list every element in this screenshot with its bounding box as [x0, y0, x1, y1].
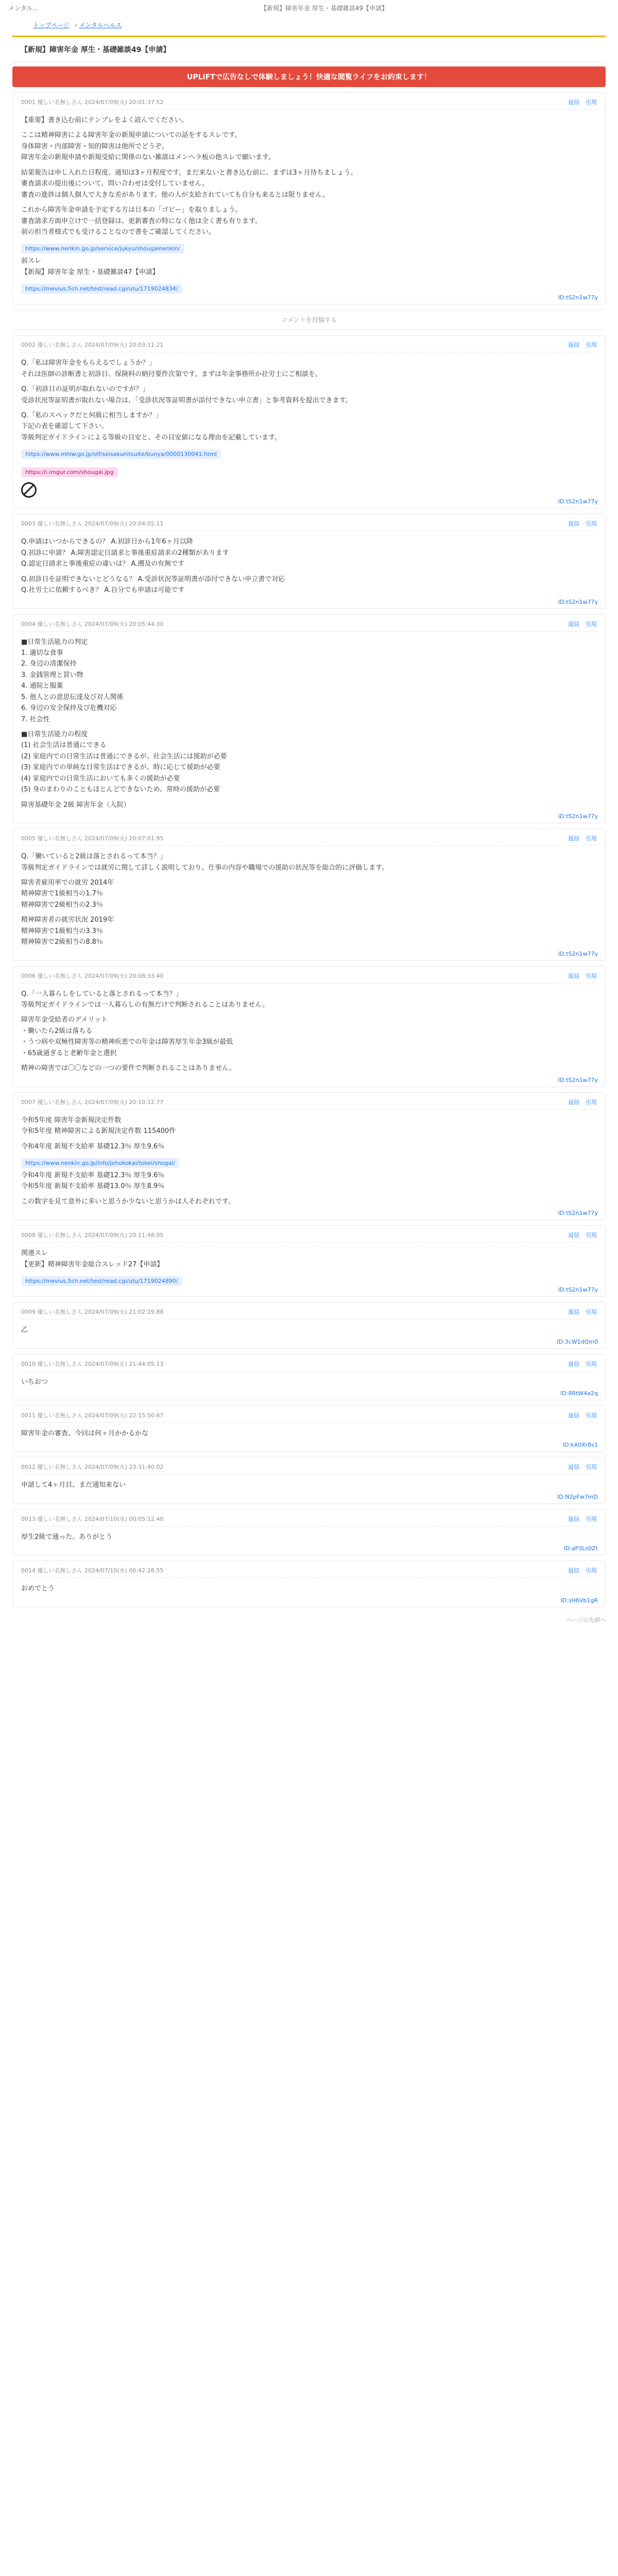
post-text: Q.初診日を証明できないとどうなる？ A.受診状況等証明書が添付できない申立書で対応 Q.社労士に依頼するべき？ A.自分でも申請は可能です	[21, 575, 285, 595]
post-comment-button[interactable]: コメントを投稿する	[12, 310, 606, 330]
post-text: 前スレ 【新規】障害年金 厚生・基礎雑談47【申請】	[21, 257, 159, 276]
post-link[interactable]: https://mevius.5ch.net/test/read.cgi/utu/1719024834/	[21, 284, 182, 294]
post-text: 乙	[21, 1326, 28, 1334]
post-id[interactable]: ID:sH6Vb1gR	[560, 1597, 598, 1604]
post-link[interactable]: https://www.nenkin.go.jp/service/jukyu/shougainenkin/	[21, 244, 184, 253]
post-meta: 0001 優しい名無しさん 2024/07/09(火) 20:01:37.52	[21, 99, 164, 106]
prohibited-icon	[21, 482, 37, 498]
quote-button[interactable]: 引用	[586, 1464, 597, 1471]
quote-button[interactable]: 引用	[586, 1098, 597, 1106]
post-header	[21, 519, 597, 531]
quote-button[interactable]: 引用	[586, 342, 597, 349]
post-header	[21, 1360, 597, 1371]
post-actions	[568, 519, 597, 528]
post-body	[21, 989, 597, 1074]
post	[12, 1354, 606, 1400]
post-text: 精神障害者の就労状況 2019年 精神障害で1級相当の3.3％ 精神障害で2級相当の8.8％	[21, 916, 114, 946]
breadcrumb-sep: ›	[74, 22, 77, 29]
breadcrumb-category[interactable]: メンタルヘルス	[79, 22, 122, 29]
post-actions	[568, 1515, 597, 1523]
quote-button[interactable]: 引用	[586, 620, 597, 628]
reply-button[interactable]: 返信	[568, 1515, 579, 1522]
post-body	[21, 1583, 597, 1594]
post-id[interactable]: ID:tS2n1w77y	[558, 1286, 598, 1294]
post-text: ■日常生活能力の程度 (1) 社会生活は普通にできる (2) 家庭内での日常生活は普通にできるが、社会生活には援助が必要 (3) 家庭内での単純な日常生活はできるが、時に応じて援助が必要 (4) 家庭内での日常生活においても多くの援助が必要 (5) 身のまわりのこともほとんどできないため、常時の援助が必要	[21, 731, 227, 794]
reply-button[interactable]: 返信	[568, 1232, 579, 1239]
post-body	[21, 536, 597, 596]
post	[12, 1405, 606, 1452]
post-text: 精神の障害では〇〇などの一つの要件で判断されることはありません。	[21, 1064, 236, 1073]
post-actions	[568, 834, 597, 842]
reply-button[interactable]: 返信	[568, 1309, 579, 1316]
post	[12, 966, 606, 1087]
post-text: 令和5年度 障害年金新規決定件数 令和5年度 精神障害による新規決定件数 115400件	[21, 1116, 176, 1136]
post-actions	[568, 341, 597, 349]
post-body	[21, 115, 597, 296]
reply-button[interactable]: 返信	[568, 99, 579, 106]
post-body	[21, 851, 597, 948]
breadcrumb-top[interactable]: トップページ	[33, 22, 70, 29]
breadcrumb	[0, 15, 618, 32]
post-actions	[568, 1463, 597, 1471]
post-text: Q.「一人暮らしをしていると落とされるって本当？」 等級判定ガイドラインでは一人暮らしの有無だけで判断されることはありません。	[21, 990, 269, 1009]
post-id[interactable]: ID:tS2n1w77y	[558, 813, 598, 820]
post-text: 結果報告は申し入れた日程度、通知は3ヶ月程度です。まだ来ないと書き込む前に、まずは3ヶ月待ちましょう。 審査請求の提出後について、問い合わせは受付していません。 審査の進捗は個人個人で大きな差があります。他の人が支給されていても自分も来るとは限りません。	[21, 168, 357, 199]
post	[12, 1302, 606, 1348]
post-header	[21, 972, 597, 984]
post-text: いちおつ	[21, 1378, 48, 1386]
post-id[interactable]: ID:N2pFw7mD	[557, 1493, 598, 1500]
post-id[interactable]: ID:8RtW4a2q	[560, 1390, 598, 1397]
post-id[interactable]: ID:kA0Xr8s1	[562, 1442, 598, 1449]
post	[12, 1092, 606, 1221]
post	[12, 1561, 606, 1607]
post-meta: 0014 優しい名無しさん 2024/07/10(水) 00:42:28.55	[21, 1567, 164, 1574]
post-text: 障害年金受給者のデメリット ・働いたら2級は落ちる ・うつ病や双極性障害等の精神疾患での年金は障害厚生年金3級が最低 ・65歳過ぎると老齢年金と選択	[21, 1016, 233, 1057]
quote-button[interactable]: 引用	[586, 972, 597, 979]
reply-button[interactable]: 返信	[568, 1360, 579, 1367]
post-meta: 0008 優しい名無しさん 2024/07/09(火) 20:11:48.05	[21, 1232, 164, 1239]
post-text: おめでとう	[21, 1585, 55, 1593]
post-text: 関連スレ 【更新】精神障害年金総合スレッド27【申請】	[21, 1249, 164, 1268]
post	[12, 614, 606, 824]
post-meta: 0009 優しい名無しさん 2024/07/09(火) 21:02:19.88	[21, 1309, 164, 1316]
post-id[interactable]: ID:aP3Ls0Zt	[563, 1545, 598, 1552]
top-bar-left: メンタル...	[8, 4, 39, 12]
post-body	[21, 358, 597, 500]
post-actions	[568, 1231, 597, 1239]
reply-button[interactable]: 返信	[568, 1412, 579, 1419]
post-text: ■日常生活能力の判定 1. 適切な食事 2. 身辺の清潔保持 3. 金銭管理と買い物 4. 通院と服薬 5. 他人との意思伝達及び対人関係 6. 身辺の安全保持及び危機対応 7. 社会性	[21, 638, 124, 723]
quote-button[interactable]: 引用	[586, 520, 597, 528]
quote-button[interactable]: 引用	[586, 1412, 597, 1419]
reply-button[interactable]: 返信	[568, 620, 579, 628]
post-id[interactable]: ID:tS2n1w77y	[558, 1076, 598, 1083]
post-actions	[568, 1098, 597, 1106]
post-meta: 0007 優しい名無しさん 2024/07/09(火) 20:10:12.77	[21, 1098, 164, 1106]
post-body	[21, 1480, 597, 1490]
post-meta: 0012 優しい名無しさん 2024/07/09(火) 23:31:40.02	[21, 1464, 164, 1471]
post-text: Q.「私は障害年金をもらえるでしょうか？」 それは医師の診断書と初診日、保険料の納付要件次第です。まずは年金事務所か社労士にご相談を。	[21, 359, 322, 378]
reply-button[interactable]: 返信	[568, 520, 579, 528]
post	[12, 335, 606, 509]
post	[12, 1225, 606, 1297]
post-header	[21, 98, 597, 110]
post-actions	[568, 620, 597, 628]
post-id[interactable]: ID:tS2n1w77y	[558, 598, 598, 605]
post-header	[21, 620, 597, 632]
post-meta: 0004 優しい名無しさん 2024/07/09(火) 20:05:44.30	[21, 620, 164, 628]
post-text: Q.「働いていると2級は落とされるって本当？」 等級判定ガイドラインでは就労に関して詳しく説明しており、仕事の内容や職場での援助の状況等を総合的に評価します。	[21, 853, 389, 872]
post-text: ここは精神障害による障害年金の新規申請についての話をするスレです。 身体障害・内部障害・知的障害は他所でどうぞ。 障害年金の新規申請や新規受給に関係のない雑談はメンヘラ板の他スレで願います。	[21, 131, 275, 162]
post-text: 厚生2級で通った。ありがとう	[21, 1533, 113, 1541]
thread-title: 【新規】障害年金 厚生・基礎雑談49【申請】	[12, 36, 606, 62]
reply-button[interactable]: 返信	[568, 1098, 579, 1106]
post-meta: 0006 優しい名無しさん 2024/07/09(火) 20:08:33.40	[21, 972, 164, 979]
post-header	[21, 1515, 597, 1527]
post-text: 令和4年度 新規不支給率 基礎12.3％ 厚生9.6％	[21, 1142, 165, 1150]
reply-button[interactable]: 返信	[568, 835, 579, 842]
reply-button[interactable]: 返信	[568, 1567, 579, 1574]
reply-button[interactable]: 返信	[568, 342, 579, 349]
post-body	[21, 1377, 597, 1387]
reply-button[interactable]: 返信	[568, 1464, 579, 1471]
post-text: Q.申請はいつからできるの？ A.初診日から1年6ヶ月以降 Q.初診に申請？ A.障害認定日請求と事後重症請求の2種類があります Q.認定日請求と事後重症の違いは？ A.遡及の有無です	[21, 538, 229, 568]
post-text: 申請して4ヶ月目、まだ通知来ない	[21, 1481, 126, 1489]
post	[12, 1509, 606, 1555]
quote-button[interactable]: 引用	[586, 1360, 597, 1367]
post-text: 障害年金の審査、今回は何ヶ月かかるかな	[21, 1430, 149, 1437]
post-header	[21, 1231, 597, 1243]
quote-button[interactable]: 引用	[586, 1309, 597, 1316]
post-text: 障害基礎年金 2級 障害年金（入院）	[21, 801, 130, 809]
post-actions	[568, 1566, 597, 1574]
post-meta: 0003 優しい名無しさん 2024/07/09(火) 20:04:02.11	[21, 520, 164, 528]
quote-button[interactable]: 引用	[586, 99, 597, 106]
post-text: 障害者雇用率での就労 2014年 精神障害で1級相当の1.7％ 精神障害で2級相当の2.3％	[21, 878, 114, 909]
post-text: これから障害年金申請を予定する方は日本の「ゴビー」を取りましょう。 審査請求方面申立けで一括登録は、更新審査の特になく他は全く書も有ります。 前の担当者様式でも受けることなので書をご確認してください。	[21, 206, 262, 236]
quote-button[interactable]: 引用	[586, 1515, 597, 1522]
post-actions	[568, 972, 597, 980]
post-actions	[568, 1308, 597, 1316]
top-bar	[0, 0, 618, 15]
post-meta: 0010 優しい名無しさん 2024/07/09(火) 21:44:05.13	[21, 1360, 164, 1367]
post-text: この数字を見て意外に多いと思うか少ないと思うかは人それぞれです。	[21, 1197, 235, 1206]
post-link[interactable]: https://www.mhlw.go.jp/stf/seisakunitsuite/bunya/0000130041.html	[21, 449, 221, 459]
post-body	[21, 1248, 597, 1288]
post-text: Q.「初診日の証明が取れないのですが？」 受診状況等証明書が取れない場合は、「受診状況等証明書が添付できない申立書」と参考資料を提出できます。	[21, 385, 352, 404]
top-bar-center: 【新規】障害年金 厚生・基礎雑談49【申請】	[260, 4, 388, 12]
post	[12, 1457, 606, 1503]
post-body	[21, 1325, 597, 1335]
post-header	[21, 1411, 597, 1423]
post-meta: 0011 優しい名無しさん 2024/07/09(火) 22:15:50.67	[21, 1412, 164, 1419]
quote-button[interactable]: 引用	[586, 1567, 597, 1574]
post-header	[21, 341, 597, 352]
post-id[interactable]: ID:3cW1dQm0	[557, 1338, 598, 1345]
post-id[interactable]: ID:tS2n1w77y	[558, 1210, 598, 1217]
promo-banner[interactable]: UPLIFTで広告なしで体験しましょう！快適な閲覧ライフをお約束します！	[12, 66, 606, 87]
footer-tools	[12, 1613, 606, 1627]
post-id[interactable]: ID:tS2n1w77y	[558, 294, 598, 301]
post-body	[21, 1532, 597, 1543]
post-actions	[568, 1411, 597, 1419]
quote-button[interactable]: 引用	[586, 835, 597, 842]
post-id[interactable]: ID:tS2n1w77y	[558, 498, 598, 505]
post-link[interactable]: https://mevius.5ch.net/test/read.cgi/utu/1719024890/	[21, 1276, 182, 1286]
post-body	[21, 1428, 597, 1439]
post-header	[21, 1566, 597, 1578]
post-link[interactable]: https://i.imgur.com/shougai.jpg	[21, 467, 118, 477]
post	[12, 828, 606, 961]
post-meta: 0005 優しい名無しさん 2024/07/09(火) 20:07:01.95	[21, 835, 164, 842]
post-text: Q.「私のスペックだと何級に相当しますか？」 下記の表を確認して下さい。 等級判定ガイドラインによる等級の目安と、その目安値になる理由を記載しています。	[21, 412, 282, 442]
post-text: 令和4年度 新規不支給率 基礎12.3％ 厚生9.6％ 令和5年度 新規不支給率 基礎13.0％ 厚生8.9％	[21, 1171, 165, 1191]
post-id[interactable]: ID:tS2n1w77y	[558, 950, 598, 957]
post-meta: 0002 優しい名無しさん 2024/07/09(火) 20:03:11.21	[21, 342, 164, 349]
post-link[interactable]: https://www.nenkin.go.jp/info/johokokai/tokei/shogai/	[21, 1158, 179, 1168]
post	[12, 514, 606, 608]
post-header	[21, 834, 597, 846]
post-header	[21, 1463, 597, 1475]
footer-right[interactable]: ページの先頭へ	[566, 1616, 606, 1623]
quote-button[interactable]: 引用	[586, 1232, 597, 1239]
post-meta: 0013 優しい名無しさん 2024/07/10(水) 00:05:12.40	[21, 1515, 164, 1522]
post-header	[21, 1098, 597, 1110]
post-body	[21, 637, 597, 811]
post-text: 【重要】書き込む前にテンプレをよく読んでください。	[21, 116, 188, 124]
post	[12, 92, 606, 304]
reply-button[interactable]: 返信	[568, 972, 579, 979]
post-actions	[568, 98, 597, 106]
post-actions	[568, 1360, 597, 1368]
post-body	[21, 1115, 597, 1208]
post-header	[21, 1308, 597, 1319]
